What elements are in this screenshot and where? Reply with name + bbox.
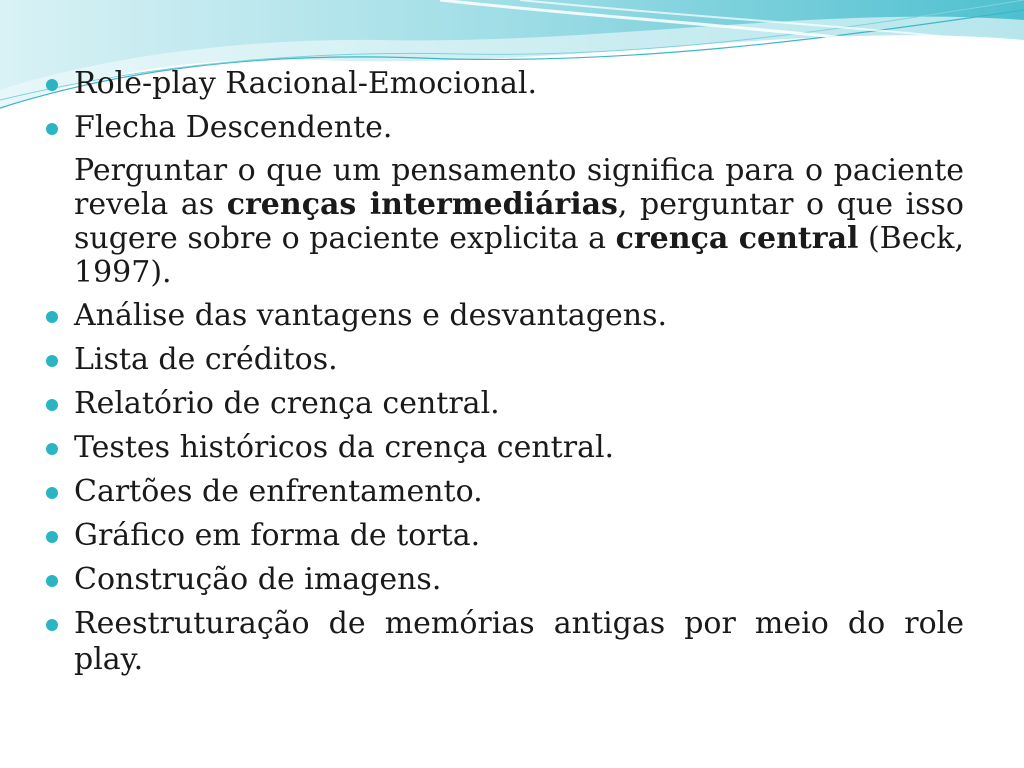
bullet-text: Construção de imagens.	[74, 562, 442, 597]
bullet-dot-icon	[46, 531, 58, 543]
bullet-text: Lista de créditos.	[74, 342, 338, 377]
bullet-item	[42, 298, 964, 334]
paragraph-text: (Beck, 1997).	[74, 221, 964, 290]
bullet-dot-icon	[46, 443, 58, 455]
bullet-dot-icon	[46, 399, 58, 411]
bullet-dot-icon	[46, 79, 58, 91]
bullet-text: Role-play Racional-Emocional.	[74, 66, 538, 101]
bullet-item	[42, 430, 964, 466]
paragraph-bold-term: crença central	[615, 221, 859, 256]
bullet-dot-icon	[46, 619, 58, 631]
bullet-text: Flecha Descendente.	[74, 110, 393, 145]
bullet-text: Análise das vantagens e desvantagens.	[74, 298, 668, 333]
bullet-text: Relatório de crença central.	[74, 386, 500, 421]
bullet-item	[42, 66, 964, 102]
bullet-dot-icon	[46, 575, 58, 587]
bullet-item	[42, 110, 964, 146]
explanation-paragraph	[42, 154, 964, 290]
bullet-dot-icon	[46, 355, 58, 367]
bullet-dot-icon	[46, 487, 58, 499]
paragraph-text: , perguntar o que isso sugere sobre o paciente explicita a	[74, 187, 964, 256]
bullet-dot-icon	[46, 311, 58, 323]
bullet-item	[42, 518, 964, 554]
bullet-item	[42, 342, 964, 378]
bullet-item	[42, 606, 964, 678]
bullet-text: Testes históricos da crença central.	[74, 430, 615, 465]
bullet-item	[42, 474, 964, 510]
paragraph-text: Perguntar o que um pensamento significa para o paciente revela as	[74, 153, 964, 222]
bullet-text: Gráfico em forma de torta.	[74, 518, 481, 553]
bullet-text: Cartões de enfrentamento.	[74, 474, 483, 509]
bullet-text: Reestruturação de memórias antigas por meio do role play.	[74, 606, 964, 677]
bullet-item	[42, 562, 964, 598]
bullet-dot-icon	[46, 123, 58, 135]
bullet-item	[42, 386, 964, 422]
slide-body	[42, 66, 964, 686]
paragraph-bold-term: crenças intermediárias	[226, 187, 618, 222]
